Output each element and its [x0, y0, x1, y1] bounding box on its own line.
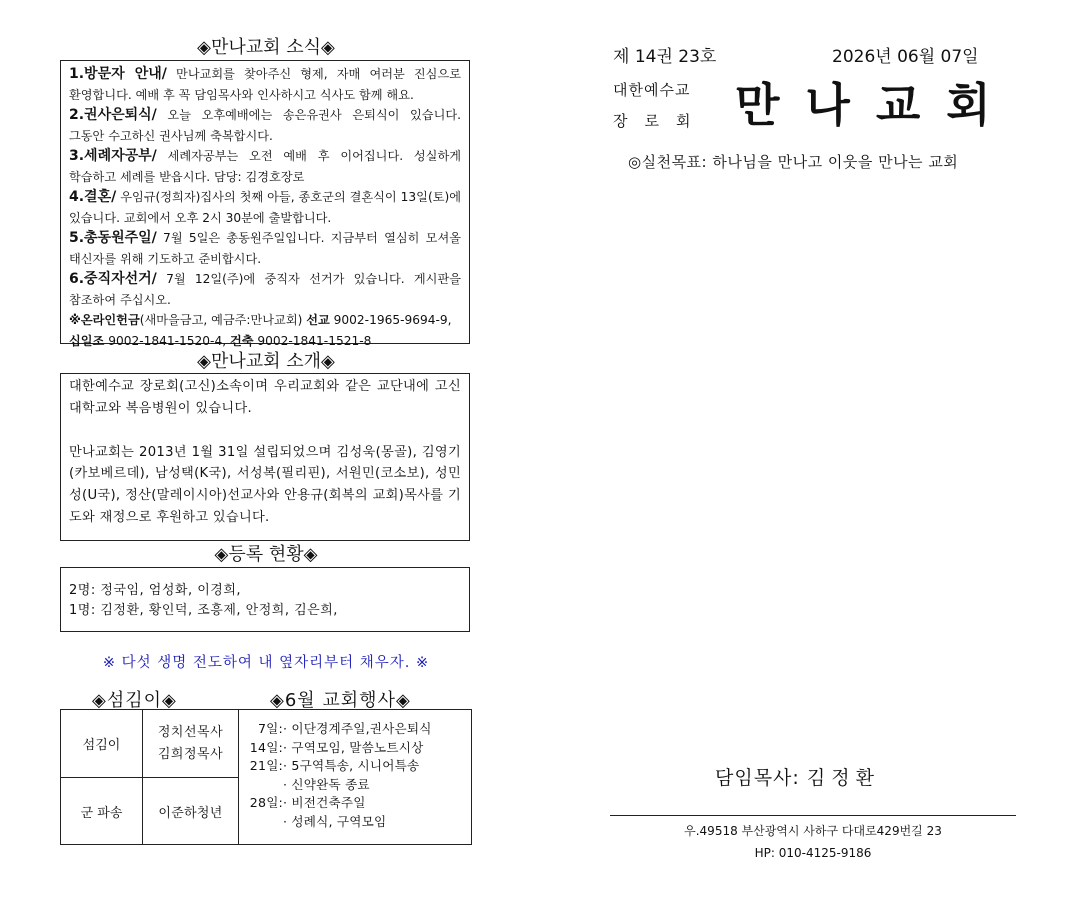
event-row [245, 757, 471, 776]
event-text: · 구역모임, 말씀노트시상 [283, 739, 424, 755]
servants-role-cell: 섬김이 [61, 710, 143, 778]
mission-account-label: 선교 [306, 313, 330, 327]
pastor-name: 김정환 [806, 767, 880, 789]
news-item-body: 우임규(정희자)집사의 첫째 아들, 종호군의 결혼식이 13일(토)에 있습니다. 교회에서 오후 2시 30분에 출발합니다. [69, 190, 461, 225]
church-address: 우.49518 부산광역시 사하구 다대로429번길 23 [684, 824, 942, 838]
event-day: 14일: [249, 739, 283, 755]
event-text: · 성례식, 구역모임 [283, 813, 387, 829]
tithe-account-number: 9002-1841-1520-4, [104, 333, 230, 348]
servant-name: 정치선목사 [157, 724, 224, 740]
registration-line: 2명: 정국임, 엄성화, 이경희, [69, 583, 242, 598]
event-row [245, 739, 471, 758]
registration-section-title: ◈등록 현황◈ [214, 544, 318, 565]
event-text: · 이단경계주일,권사은퇴식 [283, 721, 432, 736]
issue-number: 제 14권 23호 [613, 47, 717, 67]
event-row [245, 794, 471, 813]
registration-box [60, 567, 470, 632]
events-list [239, 710, 471, 844]
event-row [245, 776, 471, 795]
event-row [245, 813, 471, 832]
building-account-number: 9002-1841-1521-8 [253, 333, 372, 348]
events-section-title: ◈6월 교회행사◈ [270, 690, 411, 711]
news-box [60, 60, 470, 348]
news-item-head: 3.세례자공부/ [69, 148, 157, 164]
servants-section-title: ◈섬김이◈ [92, 690, 177, 711]
news-item-body: 세례자공부는 오전 예배 후 이어집니다. 성실하게 학습하고 세례를 받읍시다. 담당: 김경호장로 [69, 149, 461, 184]
denomination-label: 대한예수교 [613, 81, 691, 99]
issue-date: 2026년 06월 07일 [832, 47, 979, 67]
event-day: 7일: [257, 721, 283, 736]
military-role-cell: 군 파송 [61, 778, 143, 844]
online-offering-accounts [69, 310, 461, 351]
senior-pastor [715, 763, 880, 790]
servant-name: 김희정목사 [157, 746, 224, 762]
event-text: · 5구역특송, 시니어특송 [283, 758, 420, 773]
news-item-body: 오늘 오후예배에는 송은유권사 은퇴식이 있습니다. 그동안 수고하신 권사님께 축복합시다. [69, 108, 461, 143]
mission-account-number: 9002-1965-9694-9, [329, 313, 452, 327]
news-item [69, 105, 461, 146]
intro-paragraph-2: 만나교회는 2013년 1월 31일 설립되었으며 김성욱(몽골), 김영기(카보베르데), 남성택(K국), 서성복(필리핀), 서원민(코소보), 성민성(U국), 정산(말레이시아)선교사와 안용규(회복의 교회)목사를 기도와 재정으로 후원하고 있습니다. [69, 444, 461, 525]
news-item-head: 2.권사은퇴식/ [69, 107, 157, 123]
church-name-title: 만나교회 [735, 78, 1017, 132]
news-item-head: 5.총동원주일/ [69, 230, 157, 246]
news-item [69, 146, 461, 187]
online-offering-label: ※온라인헌금 [69, 313, 140, 327]
pastor-label: 담임목사: [715, 767, 807, 789]
evangelism-slogan: ※ 다섯 생명 전도하여 내 옆자리부터 채우자. ※ [102, 655, 430, 671]
military-name-cell: 이준하청년 [143, 778, 239, 844]
online-offering-bank: (새마을금고, 예금주:만나교회) [139, 313, 307, 327]
practice-goal: ◎실천목표: 하나님을 만나고 이웃을 만나는 교회 [628, 153, 959, 171]
news-item-head: 1.방문자 안내/ [69, 66, 167, 82]
news-item-head: 4.결혼/ [69, 189, 117, 205]
event-day: 21일: [249, 758, 283, 773]
event-text: · 신약완독 종료 [283, 776, 370, 792]
address-divider [610, 815, 1016, 816]
registration-line: 1명: 김정환, 황인덕, 조흥제, 안정희, 김은희, [69, 603, 338, 618]
intro-section-title: ◈만나교회 소개◈ [197, 351, 335, 372]
church-phone: HP: 010-4125-9186 [754, 846, 872, 860]
intro-paragraph-1: 대한예수교 장로회(고신)소속이며 우리교회와 같은 교단내에 고신대학교와 복음병원이 있습니다. [69, 379, 461, 416]
event-row [245, 720, 471, 739]
news-item [69, 228, 461, 269]
servants-events-table [60, 709, 472, 845]
assembly-label: 장로회 [613, 112, 708, 130]
event-day: 28일: [249, 795, 283, 810]
intro-box [60, 373, 470, 541]
news-section-title: ◈만나교회 소식◈ [197, 37, 335, 58]
news-item [69, 269, 461, 310]
servants-names-cell [143, 710, 239, 778]
event-text: · 비전건축주일 [283, 795, 366, 810]
tithe-account-label: 십일조 [69, 333, 105, 348]
news-item-body: 7월 12일(주)에 중직자 선거가 있습니다. 게시판을 참조하여 주십시오. [69, 272, 461, 307]
building-account-label: 건축 [229, 333, 254, 348]
news-item-head: 6.중직자선거/ [69, 271, 157, 287]
news-item-body: 7월 5일은 총동원주일입니다. 지금부터 열심히 모셔올 태신자를 위해 기도하고 준비합시다. [69, 231, 461, 266]
news-item [69, 64, 461, 105]
news-item-body: 만나교회를 찾아주신 형제, 자매 여러분 진심으로 환영합니다. 예배 후 꼭 담임목사와 인사하시고 식사도 함께 해요. [69, 67, 461, 102]
news-item [69, 187, 461, 228]
